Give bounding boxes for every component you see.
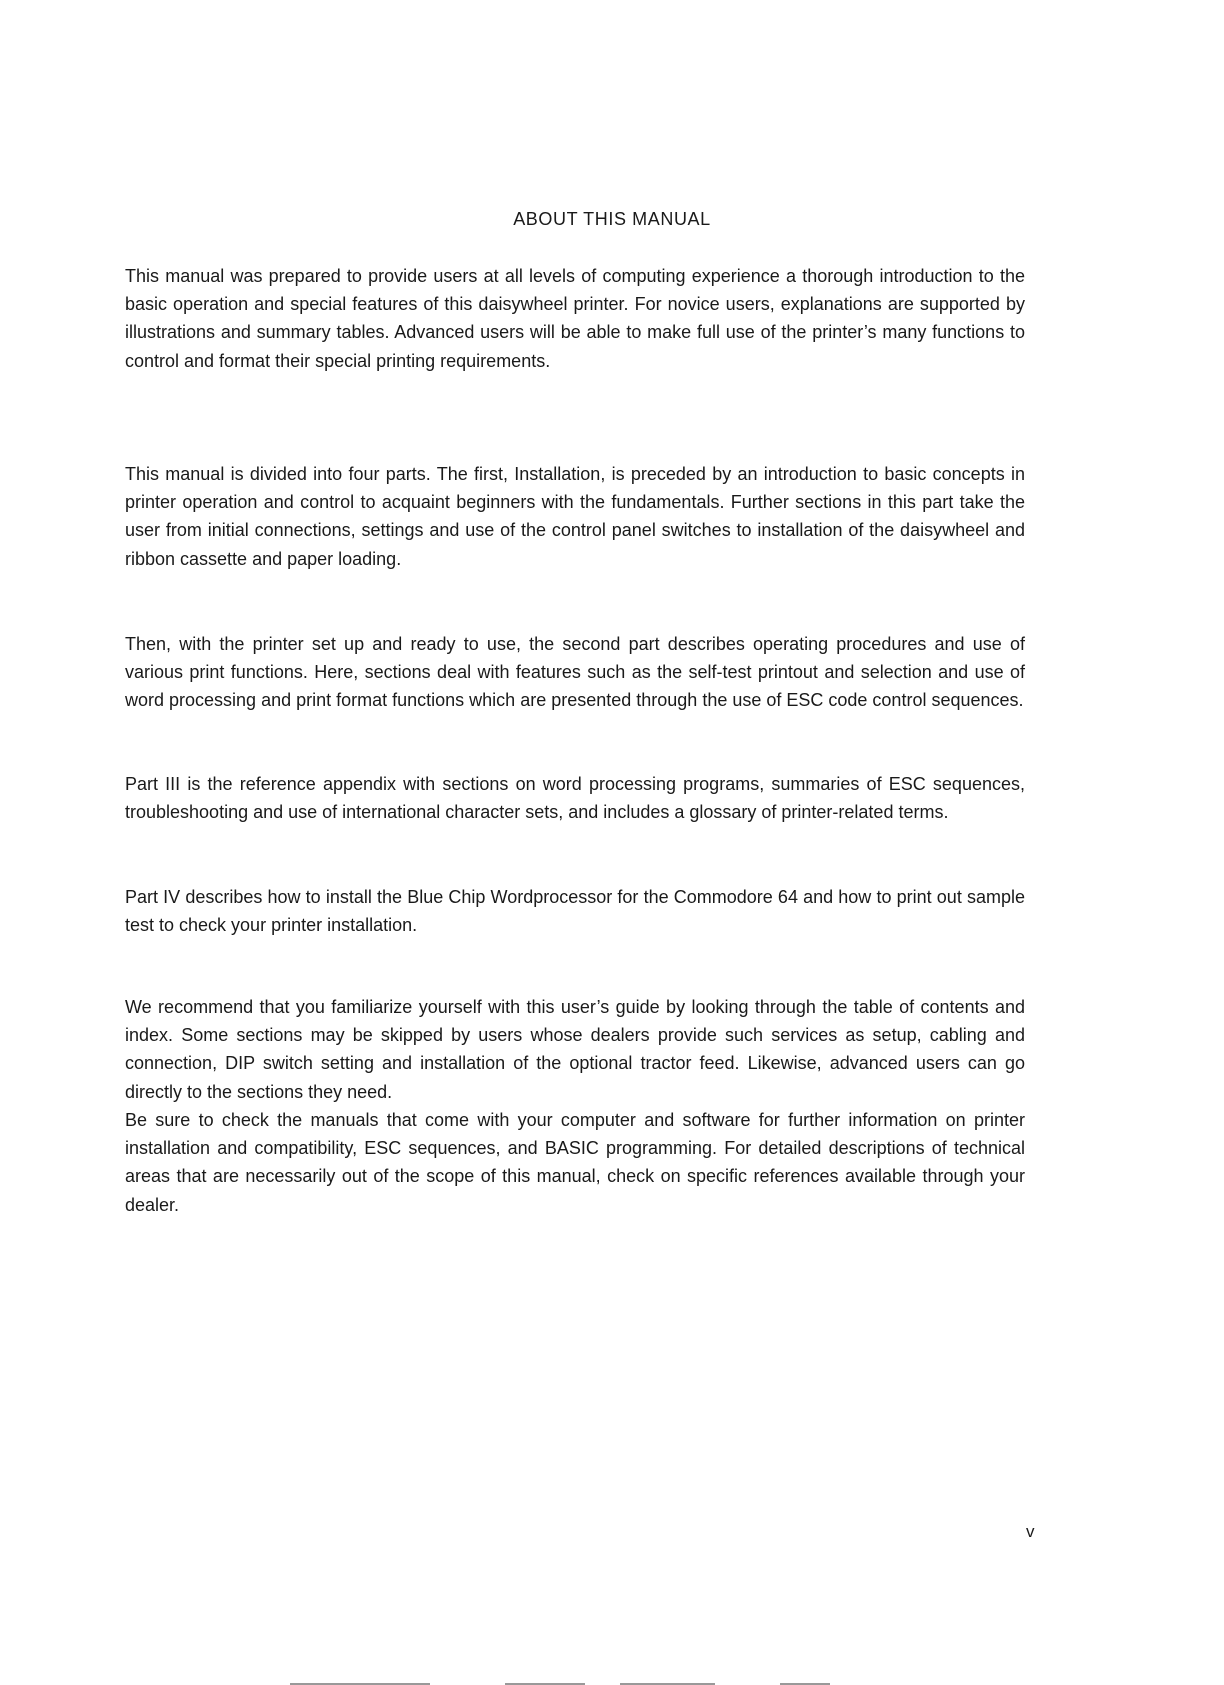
paragraph-further-info: Be sure to check the manuals that come with your computer and software for further information on printer installation and compatibility, ESC sequences, and BASIC programming. For detailed descriptions of technical areas that are necessarily out of the scope of this manual, check on specific references available through your dealer. bbox=[125, 1110, 1025, 1215]
page-title: ABOUT THIS MANUAL bbox=[513, 209, 711, 229]
paragraph-parts-overview: This manual is divided into four parts. The first, Installation, is preceded by an introduction to basic concepts in printer operation and control to acquaint beginners with the fundamentals. Further sections in this part take the user from initial connections, settings and use of the control panel switches to installation of the daisywheel and ribbon cassette and paper loading. bbox=[125, 464, 1025, 569]
page-number: v bbox=[1026, 1522, 1035, 1541]
paragraph-intro: This manual was prepared to provide users at all levels of computing experience a thorough introduction to the basic operation and special features of this daisywheel printer. For novice users, explanations are supported by illustrations and summary tables. Advanced users will be able to make full use of the printer’s many functions to control and format their special printing requirements. bbox=[125, 266, 1025, 371]
paragraph-part-two: Then, with the printer set up and ready to use, the second part describes operating procedures and use of various print functions. Here, sections deal with features such as the self-test printout and selection and use of word processing and print format functions which are presented through the use of ESC code control sequences. bbox=[125, 634, 1025, 711]
paragraph-recommendation: We recommend that you familiarize yourself with this user’s guide by looking through the table of contents and index. Some sections may be skipped by users whose dealers provide such services as setup, cabling and connection, DIP switch setting and installation of the optional tractor feed. Likewise, advanced users can go directly to the sections they need. bbox=[125, 997, 1025, 1102]
paragraph-part-three: Part III is the reference appendix with sections on word processing programs, summaries of ESC sequences, troubleshooting and use of international character sets, and includes a glossary of printer-related terms. bbox=[125, 774, 1025, 823]
paragraph-part-four: Part IV describes how to install the Blue Chip Wordprocessor for the Commodore 64 and how to print out sample test to check your printer installation. bbox=[125, 887, 1025, 936]
